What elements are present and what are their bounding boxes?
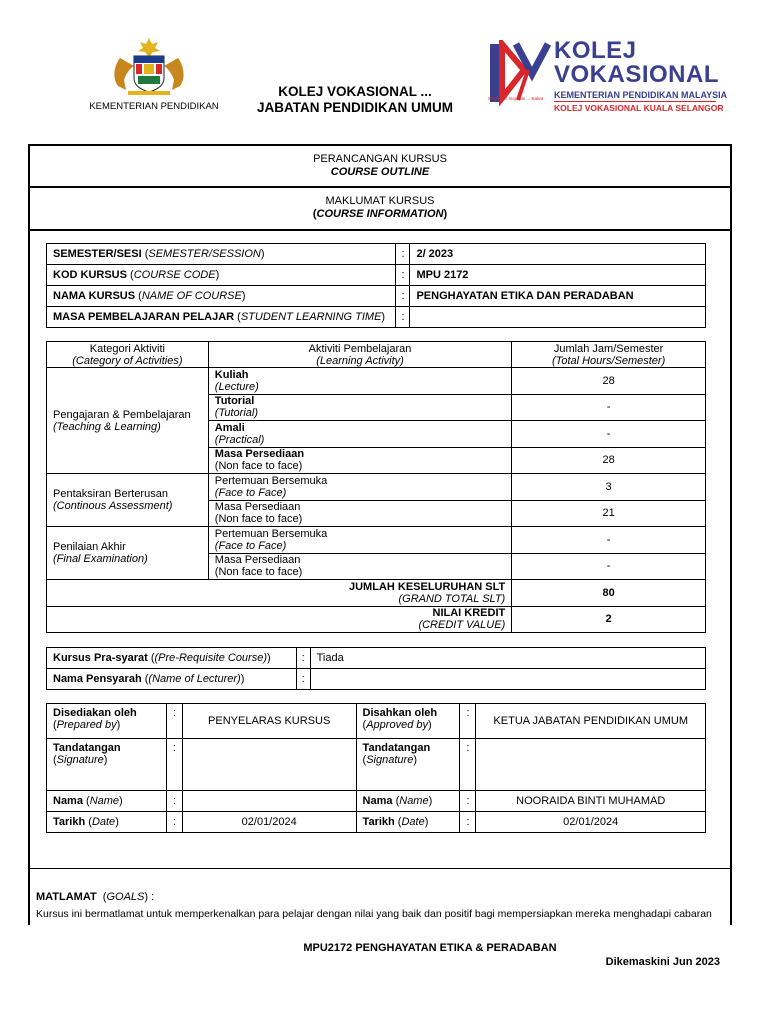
frame-divider-2 — [28, 229, 732, 231]
course-code-value: MPU 2172 — [410, 265, 706, 286]
colon: : — [296, 648, 310, 669]
approval-table — [46, 703, 706, 833]
colon: : — [166, 812, 182, 833]
lecturer-sub: (Name of Lecturer) — [148, 673, 241, 685]
date-label: Tarikh — [362, 816, 395, 828]
credit-row — [47, 606, 706, 633]
lecturer-label-cell: Nama Pensyarah ((Name of Lecturer)) — [47, 669, 297, 690]
header-main: Aktiviti Pembelajaran — [308, 342, 412, 355]
credit-main: NILAI KREDIT — [432, 607, 506, 620]
colon: : — [396, 244, 410, 265]
activity-sub: (Non face to face) — [214, 460, 303, 473]
coat-of-arms — [106, 36, 192, 96]
kolej-vokasional-logo — [488, 37, 728, 120]
table-row — [47, 474, 706, 501]
prepared-name — [182, 791, 356, 812]
hours-cell: 3 — [512, 474, 706, 501]
signature-sub: Signature — [56, 754, 104, 766]
grand-total-value: 80 — [512, 580, 706, 607]
slt-value — [410, 307, 706, 328]
activity-main: Amali — [214, 421, 245, 434]
colon: : — [460, 812, 476, 833]
activity-cell — [208, 447, 511, 474]
activity-sub: (Tutorial) — [214, 407, 258, 420]
course-info-paren-open: ( — [312, 208, 317, 220]
logo-college: KOLEJ VOKASIONAL KUALA SELANGOR — [554, 103, 724, 113]
hours-cell: - — [512, 553, 706, 580]
info-label: KOD KURSUS — [53, 269, 127, 281]
info-label-cell: KOD KURSUS (COURSE CODE) — [47, 265, 396, 286]
table-header-row — [47, 342, 706, 368]
logo-divider — [554, 101, 716, 102]
category-sub: (Continous Assessment) — [53, 500, 173, 512]
grand-total-row — [47, 580, 706, 607]
name-sub: Name — [89, 795, 120, 807]
frame-divider-1 — [28, 186, 732, 188]
approved-date: 02/01/2024 — [476, 812, 706, 833]
category-main: Pengajaran & Pembelajaran — [53, 408, 191, 421]
colon: : — [396, 286, 410, 307]
hours-cell: - — [512, 527, 706, 554]
logo-ministry: KEMENTERIAN PENDIDIKAN MALAYSIA — [554, 90, 728, 100]
approved-name: NOORAIDA BINTI MUHAMAD — [476, 791, 706, 812]
info-sub: NAME OF COURSE — [141, 290, 242, 302]
date-sub: Date — [91, 816, 116, 828]
grand-total-sub: (GRAND TOTAL SLT) — [398, 592, 506, 605]
info-sub: STUDENT LEARNING TIME — [240, 311, 382, 323]
header-main: Jumlah Jam/Semester — [553, 342, 664, 355]
header-title-line2: JABATAN PENDIDIKAN UMUM — [257, 100, 453, 115]
info-sub: SEMESTER/SESSION — [148, 248, 261, 260]
header-hours — [512, 342, 706, 368]
colon: : — [296, 669, 310, 690]
activity-cell — [208, 421, 511, 448]
credit-label — [47, 606, 512, 633]
signature-label-cell: Tandatangan (Signature) — [47, 739, 167, 791]
logo-brand-line1: KOLEJ — [554, 37, 637, 64]
signature-sub: Signature — [366, 754, 414, 766]
coat-of-arms-icon — [106, 36, 192, 96]
hours-cell: - — [512, 421, 706, 448]
approved-label-cell: Disahkan oleh (Approved by) — [356, 704, 460, 739]
colon: : — [166, 791, 182, 812]
prepared-date: 02/01/2024 — [182, 812, 356, 833]
activity-main: Pertemuan Bersemuka — [214, 527, 328, 540]
credit-value: 2 — [512, 606, 706, 633]
course-info-heading — [30, 195, 730, 221]
course-name-value: PENGHAYATAN ETIKA DAN PERADABAN — [410, 286, 706, 307]
info-label: NAMA KURSUS — [53, 290, 136, 302]
name-sub: Name — [399, 795, 429, 807]
activity-cell — [208, 500, 511, 527]
header-sub: (Learning Activity) — [316, 354, 404, 367]
info-sub: COURSE CODE — [133, 269, 216, 281]
header-title-line1: KOLEJ VOKASIONAL ... — [278, 84, 432, 99]
semester-value: 2/ 2023 — [410, 244, 706, 265]
name-label-cell: Nama (Name) — [47, 791, 167, 812]
info-label-cell: SEMESTER/SESI (SEMESTER/SESSION) — [47, 244, 396, 265]
activity-cell — [208, 368, 511, 395]
approved-label: Disahkan oleh — [362, 707, 438, 719]
signature-label-cell: Tandatangan (Signature) — [356, 739, 460, 791]
activity-sub: (Face to Face) — [214, 539, 287, 552]
activity-cell — [208, 474, 511, 501]
table-row — [47, 739, 706, 791]
activity-table — [46, 341, 706, 633]
signature-label: Tandatangan — [362, 742, 431, 754]
table-row — [47, 368, 706, 395]
hours-cell: 28 — [512, 368, 706, 395]
table-row — [47, 244, 706, 265]
course-outline-heading — [30, 153, 730, 179]
course-info-subtitle-line — [30, 208, 730, 221]
prepared-value: PENYELARAS KURSUS — [182, 704, 356, 739]
date-sub: Date — [401, 816, 425, 828]
course-info-table — [46, 243, 706, 328]
course-info-paren-close: ) — [443, 208, 448, 220]
table-row — [47, 307, 706, 328]
info-label-cell: NAMA KURSUS (NAME OF COURSE) — [47, 286, 396, 307]
lecturer-value — [310, 669, 705, 690]
activity-cell — [208, 527, 511, 554]
activity-main: Tutorial — [214, 395, 255, 408]
colon: : — [166, 739, 182, 791]
grand-total-main: JUMLAH KESELURUHAN SLT — [348, 580, 506, 593]
table-row — [47, 648, 706, 669]
name-label-cell: Nama (Name) — [356, 791, 460, 812]
hours-cell: 28 — [512, 447, 706, 474]
ministry-label: KEMENTERIAN PENDIDIKAN — [89, 101, 219, 112]
approved-signature-cell — [476, 739, 706, 791]
category-sub: (Teaching & Learning) — [53, 420, 161, 433]
category-main: Pentaksiran Berterusan — [53, 488, 168, 500]
logo-tagline: Sentuhan Inspirasi ... Bakat — [488, 96, 544, 101]
table-row — [47, 286, 706, 307]
course-outline-subtitle: COURSE OUTLINE — [330, 166, 430, 178]
activity-main: Kuliah — [214, 368, 249, 381]
category-cell — [47, 368, 209, 474]
activity-main: Masa Persediaan — [214, 501, 301, 514]
table-row — [47, 704, 706, 739]
header-sub: (Total Hours/Semester) — [551, 354, 666, 367]
footer-course: MPU2172 PENGHAYATAN ETIKA & PERADABAN — [303, 942, 557, 954]
prereq-label-cell: Kursus Pra-syarat ((Pre-Requisite Course)) — [47, 648, 297, 669]
activity-cell — [208, 394, 511, 421]
activity-main: Pertemuan Bersemuka — [214, 474, 328, 487]
prepared-label: Disediakan oleh — [53, 707, 137, 719]
table-row — [47, 265, 706, 286]
date-label: Tarikh — [53, 816, 86, 828]
info-label-cell: MASA PEMBELAJARAN PELAJAR (STUDENT LEARNING TIME) — [47, 307, 396, 328]
activity-main: Masa Persediaan — [214, 554, 301, 567]
prereq-label: Kursus Pra-syarat — [53, 652, 148, 664]
course-outline-title: PERANCANGAN KURSUS — [313, 153, 447, 165]
category-cell — [47, 474, 209, 527]
activity-sub: (Non face to face) — [214, 566, 303, 579]
activity-sub: (Face to Face) — [214, 486, 287, 499]
header-sub: (Category of Activities) — [72, 354, 183, 367]
table-row — [47, 812, 706, 833]
colon: : — [166, 704, 182, 739]
logo-brand-line2: VOKASIONAL — [554, 61, 720, 88]
prepared-label-cell: Disediakan oleh (Prepared by) — [47, 704, 167, 739]
category-sub: (Final Examination) — [53, 553, 148, 565]
table-row — [47, 791, 706, 812]
activity-sub: (Practical) — [214, 433, 265, 446]
signature-label: Tandatangan — [53, 742, 121, 754]
hours-cell: 21 — [512, 500, 706, 527]
goals-text: Kursus ini bermatlamat untuk memperkenalkan para pelajar dengan nilai yang baik dan positif bagi mempersiapkan mereka menghadapi cabaran — [36, 908, 712, 920]
header-activity — [208, 342, 511, 368]
table-row — [47, 527, 706, 554]
activity-cell — [208, 553, 511, 580]
prereq-sub: (Pre-Requisite Course) — [154, 652, 267, 664]
activity-sub: (Non face to face) — [214, 513, 303, 526]
goals-sub: GOALS — [106, 891, 145, 903]
header-category — [47, 342, 209, 368]
prereq-table — [46, 647, 706, 690]
goals-label-end: : — [148, 891, 155, 903]
course-info-title: MAKLUMAT KURSUS — [325, 195, 435, 207]
category-main: Penilaian Akhir — [53, 541, 126, 553]
prepared-signature-cell — [182, 739, 356, 791]
prereq-value: Tiada — [310, 648, 705, 669]
name-label: Nama — [362, 795, 393, 807]
header-main: Kategori Aktiviti — [89, 342, 165, 355]
date-label-cell: Tarikh (Date) — [356, 812, 460, 833]
goals-label: MATLAMAT — [36, 891, 97, 903]
colon: : — [396, 265, 410, 286]
colon: : — [460, 739, 476, 791]
table-row — [47, 669, 706, 690]
hours-cell: - — [512, 394, 706, 421]
date-label-cell: Tarikh (Date) — [47, 812, 167, 833]
info-label: MASA PEMBELAJARAN PELAJAR — [53, 311, 235, 323]
activity-main: Masa Persediaan — [214, 448, 305, 461]
colon: : — [460, 704, 476, 739]
category-cell — [47, 527, 209, 580]
info-label: SEMESTER/SESI — [53, 248, 142, 260]
name-label: Nama — [53, 795, 83, 807]
colon: : — [396, 307, 410, 328]
approved-value: KETUA JABATAN PENDIDIKAN UMUM — [476, 704, 706, 739]
prepared-sub: Prepared by — [56, 719, 117, 731]
colon: : — [460, 791, 476, 812]
goals-heading: MATLAMAT (GOALS) : — [36, 891, 155, 903]
lecturer-label: Nama Pensyarah — [53, 673, 142, 685]
credit-sub: (CREDIT VALUE) — [418, 619, 506, 632]
activity-sub: (Lecture) — [214, 380, 259, 393]
course-info-subtitle: COURSE INFORMATION — [316, 208, 444, 220]
approved-sub: Approved by — [366, 719, 428, 731]
grand-total-label — [47, 580, 512, 607]
footer-updated: Dikemaskini Jun 2023 — [605, 956, 720, 968]
